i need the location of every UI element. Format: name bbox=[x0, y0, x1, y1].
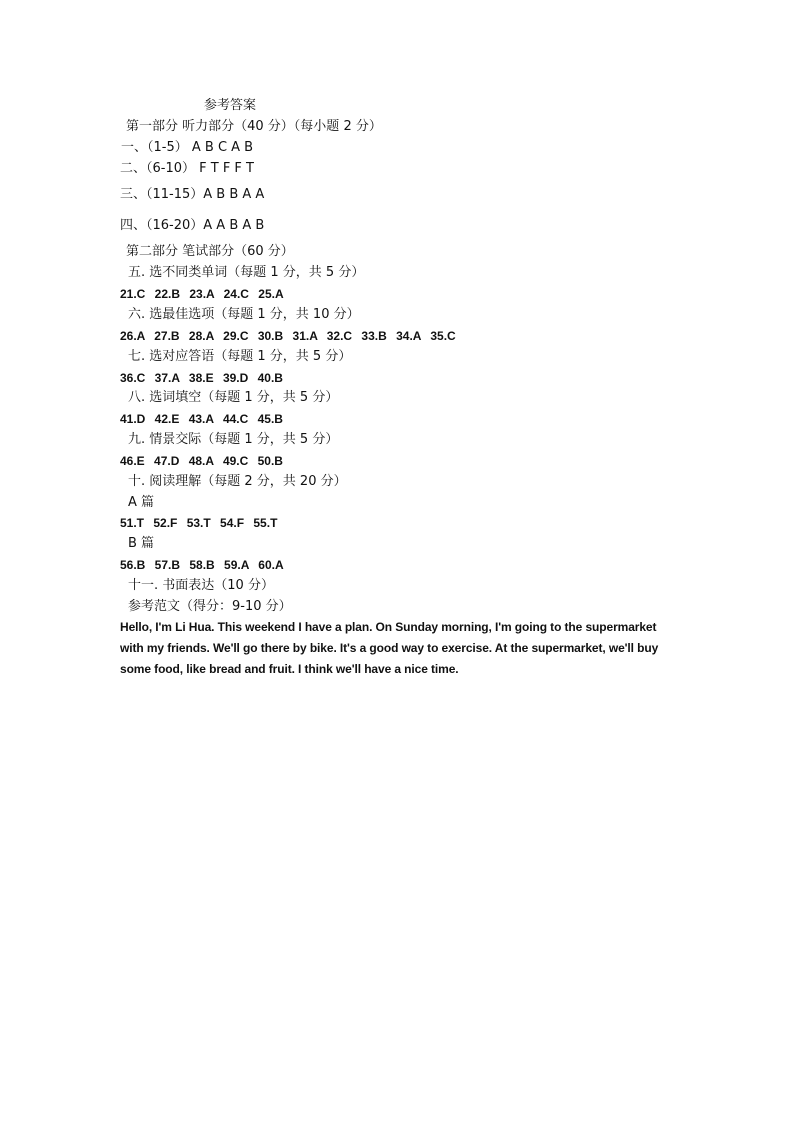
sample-essay-heading: 参考范文（得分：9-10 分） bbox=[128, 599, 292, 614]
section8-heading: 八. 选词填空（每题 1 分，共 5 分） bbox=[128, 390, 339, 405]
passage-b-answers: 56.B 57.B 58.B 59.A 60.A bbox=[120, 558, 284, 572]
section7-heading: 七. 选对应答语（每题 1 分，共 5 分） bbox=[128, 349, 352, 364]
page-title: 参考答案 bbox=[204, 98, 257, 113]
part1-heading: 第一部分 听力部分（40 分）（每小题 2 分） bbox=[126, 119, 382, 134]
section10-heading: 十. 阅读理解（每题 2 分，共 20 分） bbox=[128, 474, 347, 489]
passage-a-label: A 篇 bbox=[128, 495, 155, 510]
essay-line: with my friends. We'll go there by bike. It's a good way to exercise. At the supermarket, we'll buy bbox=[120, 641, 659, 655]
section8-answers: 41.D 42.E 43.A 44.C 45.B bbox=[120, 412, 283, 426]
section9-heading: 九. 情景交际（每题 1 分，共 5 分） bbox=[128, 432, 339, 447]
part2-heading: 第二部分 笔试部分（60 分） bbox=[126, 244, 294, 259]
section6-answers: 26.A 27.B 28.A 29.C 30.B 31.A 32.C 33.B 34.A 35.C bbox=[120, 329, 456, 343]
sample-essay bbox=[120, 617, 690, 680]
section9-answers: 46.E 47.D 48.A 49.C 50.B bbox=[120, 454, 283, 468]
passage-a-answers: 51.T 52.F 53.T 54.F 55.T bbox=[120, 516, 278, 530]
essay-line: Hello, I'm Li Hua. This weekend I have a plan. On Sunday morning, I'm going to the supermarket bbox=[120, 620, 657, 634]
section5-answers: 21.C 22.B 23.A 24.C 25.A bbox=[120, 287, 284, 301]
q1-5-answers: 一、（1-5） A B C A B bbox=[121, 140, 254, 155]
q11-15-answers: 三、（11-15）A B B A A bbox=[120, 187, 265, 202]
section6-heading: 六. 选最佳选项（每题 1 分，共 10 分） bbox=[128, 307, 360, 322]
passage-b-label: B 篇 bbox=[128, 536, 155, 551]
q16-20-answers: 四、（16-20）A A B A B bbox=[120, 218, 265, 233]
section5-heading: 五. 选不同类单词（每题 1 分，共 5 分） bbox=[128, 265, 365, 280]
essay-line: some food, like bread and fruit. I think we'll have a nice time. bbox=[120, 662, 459, 676]
section11-heading: 十一. 书面表达（10 分） bbox=[128, 578, 274, 593]
q6-10-answers: 二、（6-10） F T F F T bbox=[120, 161, 254, 176]
section7-answers: 36.C 37.A 38.E 39.D 40.B bbox=[120, 371, 283, 385]
